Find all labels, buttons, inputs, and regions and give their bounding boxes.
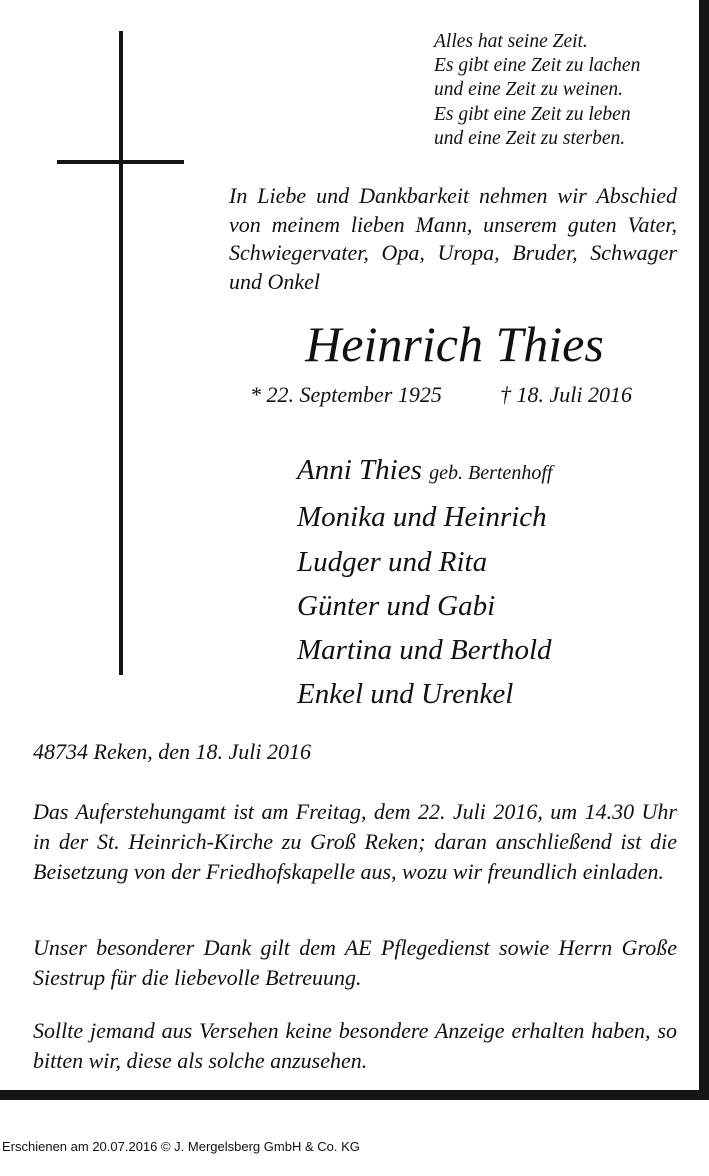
notice-paragraph: Sollte jemand aus Versehen keine besondere Anzeige erhalten haben, so bitten wir, diese als solche anzusehen. <box>33 1018 677 1073</box>
motto-line: und eine Zeit zu weinen. <box>434 79 624 101</box>
place-date: 48734 Reken, den 18. Juli 2016 <box>33 739 311 764</box>
intro-text: In Liebe und Dankbarkeit nehmen wir Abschied von meinem lieben Mann, unserem guten Vater, Schwiegervater, Opa, Uropa, Bruder, Schwager und Onkel <box>229 183 677 294</box>
funeral-info-paragraph: Das Auferstehungamt ist am Freitag, dem 22. Juli 2016, um 14.30 Uhr in der St. Heinrich-Kirche zu Groß Reken; daran anschließend ist die Beisetzung von der Friedhofskapelle aus, wozu wir freundlich einladen. <box>33 799 677 884</box>
mourner-entry: Ludger und Rita <box>297 545 488 578</box>
mourner-maiden-name: geb. Bertenhoff <box>429 462 553 484</box>
death-date: † 18. Juli 2016 <box>500 382 632 407</box>
thanks-paragraph: Unser besonderer Dank gilt dem AE Pflegedienst sowie Herrn Große Siestrup für die liebevolle Betreuung. <box>33 935 677 990</box>
mourner-entry: Enkel und Urenkel <box>297 678 514 711</box>
mourners-list <box>297 448 552 717</box>
deceased-name: Heinrich Thies <box>305 316 604 372</box>
motto-verse <box>434 30 694 151</box>
mourner-entry: Günter und Gabi <box>297 589 496 622</box>
publication-footer: Erschienen am 20.07.2016 © J. Mergelsberg GmbH & Co. KG <box>2 1139 360 1154</box>
motto-line: Es gibt eine Zeit zu leben <box>434 103 631 125</box>
mourner-name: Anni Thies <box>297 454 422 486</box>
motto-line: Alles hat seine Zeit. <box>434 31 588 52</box>
cross-crossbar <box>57 160 184 164</box>
motto-line: Es gibt eine Zeit zu lachen <box>434 55 641 77</box>
mourner-spouse <box>297 448 552 495</box>
mourner-entry: Martina und Berthold <box>297 634 552 667</box>
birth-date: * 22. September 1925 <box>250 382 442 407</box>
motto-line: und eine Zeit zu sterben. <box>434 127 626 149</box>
mourner-entry: Monika und Heinrich <box>297 501 547 534</box>
